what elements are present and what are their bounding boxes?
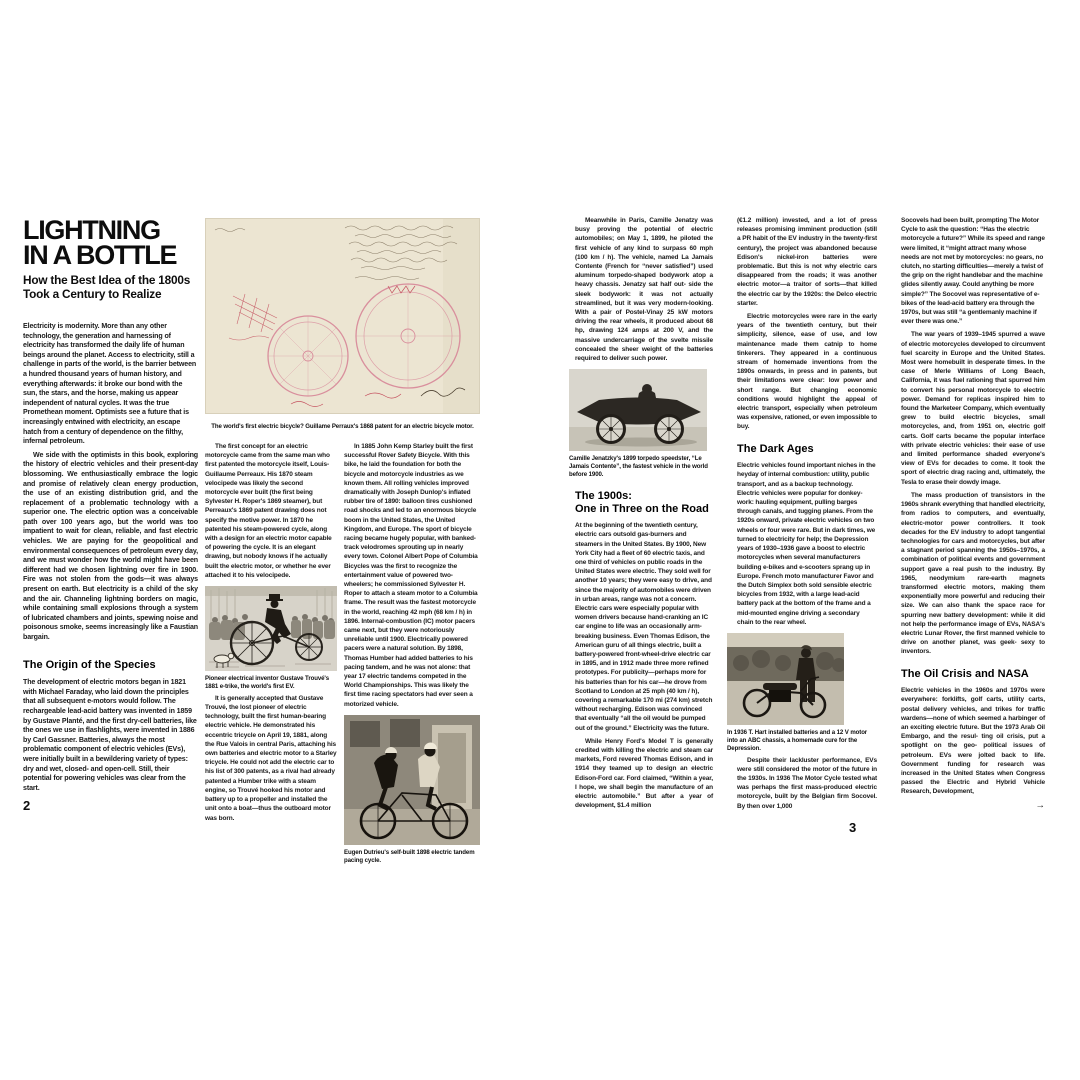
jenatzy-caption: Camille Jenatzky's 1899 torpedo speedster, “Le Jamais Contente”, the fastest vehicle in the world before 1900. (569, 455, 708, 479)
section-heading-1900s (575, 490, 713, 515)
body-paragraph: The first concept for an electric motorcycle came from the same man who first patented the motorcycle itself, Louis-Guillaume Perreaux. His 1870 steam velocipede was likely the second motorcycle ever built (the first being Sylvester H. Roper's 1869 steamer), but Perreaux's 1869 patent drawing does not specify the motive power. In 1870 he patented his steam-powered cycle, along with a design for an electric motor capable of powering the cycle. It is an elegant drawing, but nobody knows if he actually built the electric motor, or whether he ever attached it to his velocipede. (205, 443, 332, 579)
body-paragraph: We side with the optimists in this book, exploring the history of electric vehicles and their present-day blossoming. We enthusiastically embrace the logic and promise of relatively clean energy production, the use of an existing distribution grid, and the replacement of a problematic technology with a superior one. The electric option was a conceivable path over 100 years ago, but the world was too impatient to wait for clean, reliable, and fast electric vehicles. We are paying for the geopolitical and environmental consequences of petroleum every day, and we must wonder how the world might have been different had we chosen lightning over fire in 1900. Fire was not stolen from the gods—it was always present on earth. But electricity is a child of the sky and the air. Channeling lightning borders on magic, while containing small explosions through a system of lubricated chambers and joints, spewing noise and poisonous smoke, seems increasingly like a Faustian bargain. (23, 450, 198, 641)
body-paragraph: Meanwhile in Paris, Camille Jenatzy was busy proving the potential of electric automobiles; on May 1, 1899, he piloted the first vehicle of any kind to surpass 60 mph (100 km / h). The vehicle, named La Jamais Contente (French for “never satisfied”) used aluminum torpedo-shaped bodywork atop a heavy chassis. Jenatzy sat half out- side the sleek bodywork: it was not actually streamlined, but it was very modern-looking. With a pair of Postel-Vinay 25 kW motors driving the rear wheels, it produced about 68 hp, drawing 124 amps at 200 V, and the massive undercarriage of the svelte missile concealed the sheer weight of the batteries required to deliver such power. (575, 217, 713, 363)
right-column-3 (849, 216, 1045, 835)
section-heading-origin: The Origin of the Species (23, 658, 156, 671)
body-paragraph: The development of electric motors began in 1821 with Michael Faraday, who laid down the principles that all subsequent e-motors would follow. The rechargeable lead-acid battery was invented in 1859 by Gustave Planté, and the first dry-cell batteries, like the ones we use in flashlights, were invented in 1886 by Carl Gassner. Batteries, always the most problematic component of electric vehicles (EVs), were initially built in a bewildering variety of types: dry and wet, closed- and open-cell. Still, their potential for powering vehicles was clear from the start. (23, 678, 197, 792)
right-page (569, 210, 1045, 1000)
body-paragraph: Electric motorcycles were rare in the early years of the twentieth century, but their simplicity, silence, ease of use, and low maintenance made them catnip to home tinkerers. They appeared in a continuous stream of homemade inventions from the 1890s onwards, in press and in patents, but their limitations were clear: low power and short range. But changing economic conditions would highlight the appeal of electric transport, especially when petroleum was expensive, rationed, or even impossible to buy. (737, 313, 877, 431)
section-heading-oil-crisis: The Oil Crisis and NASA (901, 667, 1029, 680)
tandem-cycle-photo-image (344, 715, 480, 845)
section-heading-1900s-line2: One in Three on the Road (575, 502, 709, 515)
patent-figure (205, 218, 480, 431)
page-title-line2: IN A BOTTLE (23, 240, 177, 270)
patent-drawing-image (205, 218, 480, 414)
body-paragraph: In 1885 John Kemp Starley built the first successful Rover Safety Bicycle. With this bike, he laid the foundation for both the bicycle and motorcycle industries as we known them. All rolling vehicles improved dramatically with Joseph Dunlop's inflated rubber tire of 1890: balloon tires cushioned road shocks and led to an enormous bicycle boom in the United States, the United Kingdom, and Europe. The sport of bicycle racing became hugely popular, with banked-track velodromes sprouting up in nearly every town. Colonel Albert Pope of Columbia Bicycles was the first to recognize the entertainment value of powered two-wheelers; he commissioned Sylvester H. Roper to attach a steam motor to a Columbia frame. The result was the fastest motorcycle in the world, reaching 42 mph (68 km / h) in 1896. Internal-combustion (IC) motor pacers came next, but they were notoriously unreliable until 1900. Electrically powered pacers were a natural solution. By 1898, Thomas Humber had added batteries to his pacing tandem, and he was not alone: that year 17 electric tandems competed in the World Championships. This was likely the first time racing spectators had ever seen a motorized vehicle. (344, 443, 478, 708)
continuation-arrow-icon: → (1035, 799, 1045, 811)
article-subtitle-line2: Took a Century to Realize (23, 286, 162, 301)
hart-caption: In 1936 T. Hart installed batteries and a 12 V motor into an ABC chassis, a homemade cure for the Depression. (727, 728, 868, 752)
left-column-2 (205, 442, 337, 823)
body-paragraph: Electric vehicles found important niches in the heyday of internal combustion: utility, public transport, and as a backup technology. Electric vehicles were popular for donkey-work: hauling equipment, pulling barges through canals, and tugging planes. From the 1920s onward, private electric vehicles on two wheels or four were rare. But in dark times, we turned to electricity for help; the Depression years of 1930–1936 gave a boost to electric motorcycles when several manufacturers building e-bikes and e-scooters sprang up in Europe. French moto manufacturer Favor and the Dutch Simplex both sold sensible electric bicycles from 1932, with a large lead-acid battery pack at the bottom of the frame and a mid-mounted engine driving a secondary chain to the rear wheel. (737, 462, 876, 626)
hart-motorcycle-photo-image (727, 633, 844, 725)
right-column-1 (569, 216, 713, 810)
jenatzy-torpedo-photo-image (569, 369, 707, 451)
continuation-arrow-row (901, 800, 1045, 811)
tandem-caption: Eugen Dutrieu's self-built 1898 electric tandem pacing cycle. (344, 848, 475, 864)
page-title-line1: LIGHTNING (23, 215, 160, 245)
left-column-1 (23, 322, 198, 813)
left-page (23, 210, 480, 980)
body-paragraph: It is generally accepted that Gustave Trouvé, the lost pioneer of electric technology, built the first human-bearing electric vehicle. He demonstrated his eccentric tricycle on April 19, 1881, along the Rue Valois in central Paris, attaching his own batteries and electric motor to a Starley tricycle. He could not add the electric car to his list of 300 patents, as a rival had already patented a Humber trike with a steam engine, so Trouvé hooked his motor and battery up to a propeller and installed the unit onto a boat—thus the outboard motor was born. (205, 694, 337, 822)
body-paragraph: The war years of 1939–1945 spurred a wave of electric motorcycles developed to circumvent fuel scarcity in Europe and the United States. Most were homebuilt in desperate times. In the case of Merle Williams of Long Beach, California, it was fuel rationing that spurred him to convert his personal motorcycle to electric power. Demand for replicas inspired him to found the Marketeer Company, which eventually grew to build electric bicycles, small motorcycles, and, from 1951 on, electric golf carts. Golf carts became the popular interface with private electric vehicles: their ease of use and limited performance shaded everyone's view of EVs for decades to come. It took the sport of electric drag racing and, ultimately, the Tesla to erase their dowdy image. (901, 331, 1045, 486)
body-paragraph: At the beginning of the twentieth century, electric cars outsold gas-burners and steamers in the United States. By 1900, New York City had a fleet of 60 electric taxis, and one third of vehicles on public roads in the United States were electric. They sold well for another 10 years; they were easy to drive, and since the majority of automobiles were driven in urban areas, range was not a concern. Electric cars were especially popular with women drivers because hand-cranking an IC car engine to life was an occasionally arm-breaking business. Even Thomas Edison, the American guru of all things electric, built a battery-powered front-wheel-drive electric car in 1895, and in 1912 made three more refined prototypes. For publicity—perhaps more for his batteries than for his car—he drove from Scotland to London at 25 mph (40 km / h), covering a remarkable 170 mi (274 km) stretch without recharging. Edison was convinced that eventually “all the oil would be pumped out of the ground.” Electricity was the future. (575, 522, 713, 732)
body-paragraph: While Henry Ford's Model T is generally credited with killing the electric and steam car markets, Ford revered Thomas Edison, and in 1914 they teamed up to design an electric Edison-Ford car. Ford claimed, “Within a year, I hope, we shall begin the manufacture of an electric automobile.” But after a year of development, $1.4 million (575, 737, 713, 810)
trouve-trike-engraving-image (205, 586, 337, 671)
body-paragraph: (€1.2 million) invested, and a lot of press releases promising imminent production (still a PR habit of the EV industry in the twenty-first century), the project was abandoned because Edison's nickel-iron batteries were problematic. But this is not why electric cars disappeared from the roads; it was another electric motor—a traitor of sorts—that killed the electric car by the 1920s: the Delco electric starter. (737, 217, 877, 307)
article-subtitle-line1: How the Best Idea of the 1800s (23, 273, 191, 287)
body-paragraph: The mass production of transistors in the 1960s shrank everything that handled electricity, from radios to computers, and eventually, electric-motor power controllers. It took decades for the EV industry to adopt tangential technologies for cars and motorcycles, but after a stagnant period spanning the 1950s–1970s, a combination of political events and government support gave a real push to the industry. By 1965, neodymium rare-earth magnets transformed electric motors, making them exponentially more powerful and reducing their size. We can also thank the space race for spurring new battery development: while it did not help the performance image of EVs, NASA's electric Lunar Rover, the first manned vehicle to drive on another planet, was geek- sexy to inventors. (901, 491, 1045, 656)
trouve-trike-figure (205, 586, 337, 691)
trouve-trike-caption: Pioneer electrical inventor Gustave Trouvé's 1881 e-trike, the world's first EV. (205, 675, 330, 690)
section-heading-dark-ages: The Dark Ages (737, 442, 814, 455)
page-number-right: 3 (849, 819, 857, 835)
hart-motorcycle-figure (727, 633, 877, 753)
page-number-left: 2 (23, 798, 31, 814)
body-paragraph: Electricity is modernity. More than any other technology, the generation and harnessing of electricity has transformed the daily life of human beings around the planet. Access to electricity, still a challenge in parts of the world, is the barrier between a hundred thousand years of human history, and everything afterwards: it broke our bond with the sun, the stars, and the horse, making us appear independent of natural cycles. It was the true Promethean moment. Optimists see a future that is increasingly entwined with electricity, an escape hatch from a century of dependence on the filthy, infernal petroleum. (23, 322, 197, 446)
body-paragraph: Socovels had been built, prompting The Motor Cycle to ask the question: “Has the electric motorcycle a future?” While its speed and range were limited, it “might attract many whose needs are not met by motorcycles: no gears, no clutch, no starting difficulties—merely a twist of the grip on the right handlebar and the machine glides silently away. Could anything be more simple?” The Socovel was representative of e-bikes of the lead-acid battery era through the 1970s, but was still “a gentlemanly machine if ever there was one.” (901, 217, 1045, 326)
jenatzy-figure (569, 369, 713, 479)
section-heading-1900s-line1: The 1900s: (575, 489, 632, 502)
article-title-block (23, 215, 205, 301)
right-column-2 (727, 216, 877, 811)
body-paragraph: Despite their lackluster performance, EVs were still considered the motor of the future in the 1930s. In 1936 The Motor Cycle tested what was perhaps the first mass-produced electric motorcycle, built by the Belgian firm Socovel. By then over 1,000 (737, 756, 877, 810)
left-column-3 (344, 442, 480, 868)
tandem-figure (344, 715, 480, 865)
body-paragraph: Electric vehicles in the 1960s and 1970s were everywhere: forklifts, golf carts, utility carts, postal delivery vehicles, and trikes for traffic wardens—none of which seemed a harbinger of an exciting electric future. But the 1973 Arab Oil Embargo, and the resul- ting oil crisis, put a spotlight on the geo- political issues of petroleum. EVs were jolted back to life. Government funding for research was increased in the United States when Congress passed the Electric and Hybrid Vehicle Research, Development, (901, 687, 1045, 796)
patent-caption: The world's first electric bicycle? Guillame Perraux's 1868 patent for an electric bicycle motor. (211, 423, 474, 430)
